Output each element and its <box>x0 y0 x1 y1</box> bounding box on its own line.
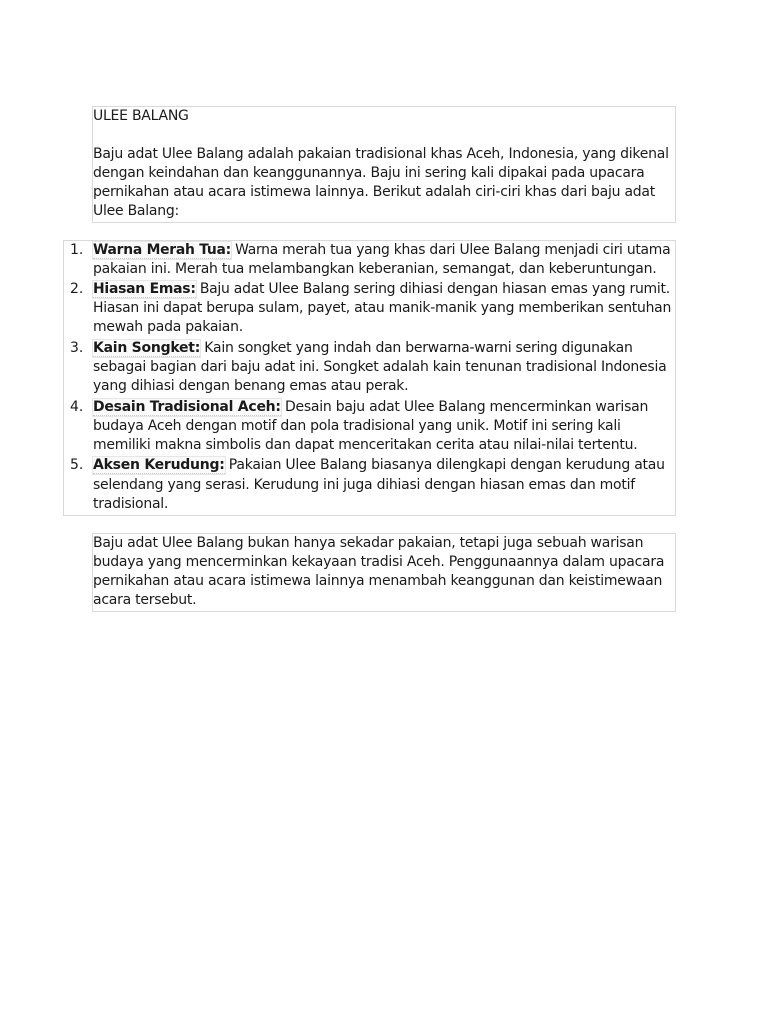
outro-line: pernikahan atau acara istimewa lainnya menambah keanggunan dan keistimewaan <box>93 573 663 589</box>
feature-text: pakaian ini. Merah tua melambangkan keberanian, semangat, dan keberuntungan. <box>93 261 657 277</box>
feature-term: Warna Merah Tua: <box>93 242 231 258</box>
feature-term: Aksen Kerudung: <box>93 457 225 473</box>
list-item <box>93 398 648 417</box>
list-item-number: 3. <box>70 340 84 356</box>
feature-text: Kain songket yang indah dan berwarna-warni sering digunakan <box>200 340 633 356</box>
outro-line: Baju adat Ulee Balang bukan hanya sekadar pakaian, tetapi juga sebuah warisan <box>93 535 644 551</box>
intro-line: Baju adat Ulee Balang adalah pakaian tradisional khas Aceh, Indonesia, yang dikenal <box>93 146 669 162</box>
feature-term: Desain Tradisional Aceh: <box>93 399 281 415</box>
intro-line: Ulee Balang: <box>93 203 179 219</box>
outro-line: budaya yang mencerminkan kekayaan tradisi Aceh. Penggunaannya dalam upacara <box>93 554 665 570</box>
feature-text: sebagai bagian dari baju adat ini. Songket adalah kain tenunan tradisional Indonesia <box>93 359 667 375</box>
feature-text: mewah pada pakaian. <box>93 319 243 335</box>
list-item-number: 5. <box>70 457 84 473</box>
feature-text: memiliki makna simbolis dan dapat menceritakan cerita atau nilai-nilai tertentu. <box>93 437 638 453</box>
list-item-number: 1. <box>70 242 84 258</box>
feature-term: Hiasan Emas: <box>93 281 196 297</box>
feature-text: tradisional. <box>93 496 169 512</box>
feature-term: Kain Songket: <box>93 340 201 356</box>
feature-text: selendang yang serasi. Kerudung ini juga dihiasi dengan hiasan emas dan motif <box>93 477 635 493</box>
feature-text: Baju adat Ulee Balang sering dihiasi dengan hiasan emas yang rumit. <box>195 281 670 297</box>
intro-line: dengan keindahan dan keanggunannya. Baju ini sering kali dipakai pada upacara <box>93 165 645 181</box>
feature-text: Warna merah tua yang khas dari Ulee Balang menjadi ciri utama <box>230 242 671 258</box>
outro-line: acara tersebut. <box>93 592 197 608</box>
feature-text: budaya Aceh dengan motif dan pola tradisional yang unik. Motif ini sering kali <box>93 418 621 434</box>
list-item <box>93 339 633 358</box>
list-item <box>93 280 670 299</box>
intro-line: pernikahan atau acara istimewa lainnya. Berikut adalah ciri-ciri khas dari baju adat <box>93 184 655 200</box>
feature-text: Desain baju adat Ulee Balang mencerminkan warisan <box>280 399 649 415</box>
list-item <box>93 456 665 475</box>
feature-text: Pakaian Ulee Balang biasanya dilengkapi dengan kerudung atau <box>224 457 665 473</box>
feature-text: yang dihiasi dengan benang emas atau perak. <box>93 378 409 394</box>
document-title: ULEE BALANG <box>93 108 189 124</box>
list-item-number: 2. <box>70 281 84 297</box>
list-item <box>93 241 670 260</box>
list-item-number: 4. <box>70 399 84 415</box>
feature-text: Hiasan ini dapat berupa sulam, payet, atau manik-manik yang memberikan sentuhan <box>93 300 672 316</box>
